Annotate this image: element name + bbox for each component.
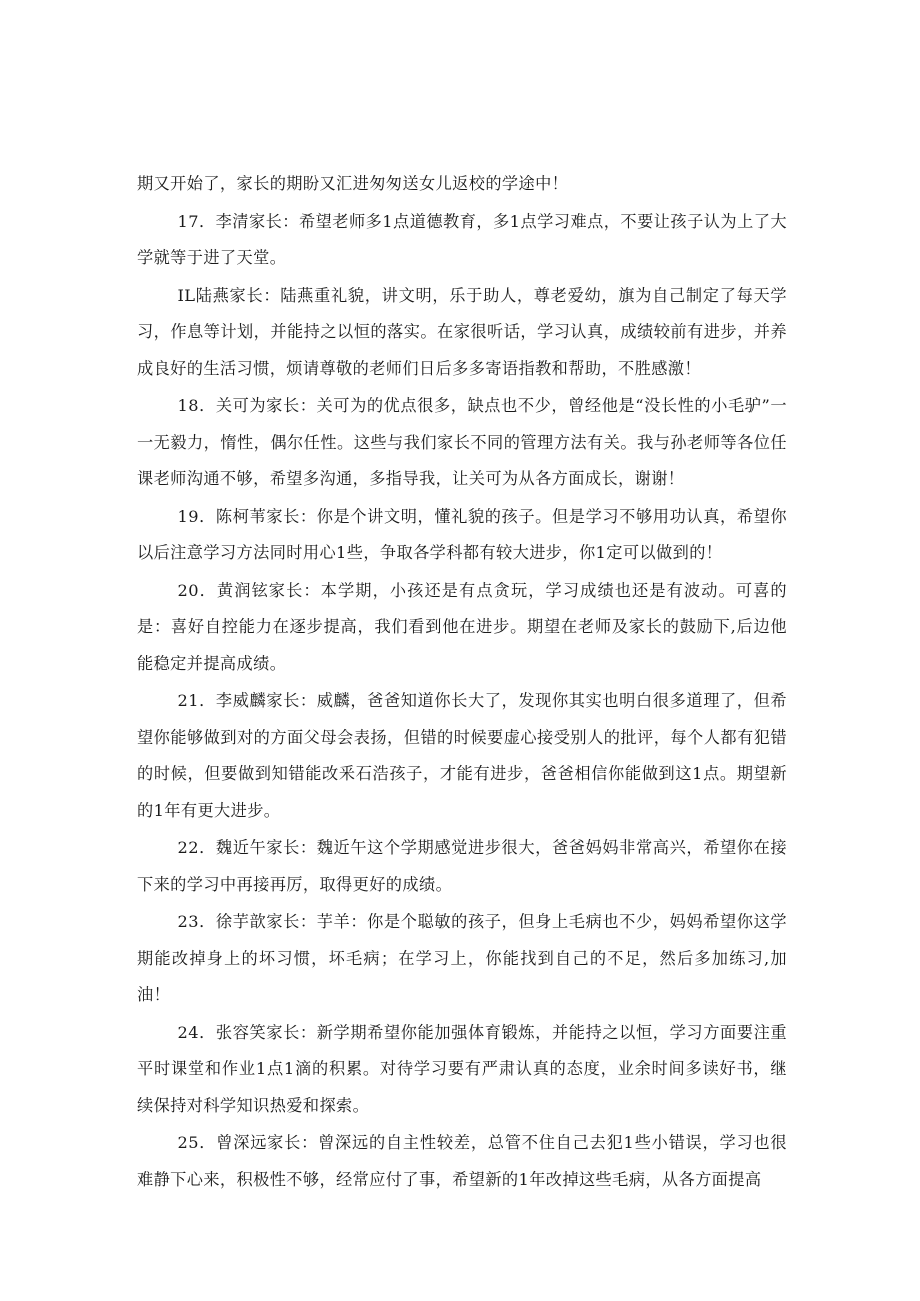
paragraph-item-19: 19．陈柯苇家长：你是个讲文明，懂礼貌的孩子。但是学习不够用功认真，希望你以后注意学习方法同时用心1些，争取各学科都有较大进步，你1定可以做到的！ bbox=[137, 506, 787, 562]
paragraph-item-18: 18．关可为家长：关可为的优点很多，缺点也不少，曾经他是“没长性的小毛驴”一一无毅力，惰性，偶尔任性。这些与我们家长不同的管理方法有关。我与孙老师等各位任课老师沟通不够，希望多沟通，多指导我，让关可为从各方面成长，谢谢！ bbox=[137, 396, 787, 488]
paragraph-item-17: 17．李清家长：希望老师多1点道德教育，多1点学习难点，不要让孩子认为上了大学就等于进了天堂。 bbox=[137, 211, 787, 267]
paragraph-continuation: 期又开始了，家长的期盼又汇进匆匆送女儿返校的学途中！ bbox=[137, 174, 569, 193]
paragraph-item-23: 23．徐芋歆家长：芋羊：你是个聪敏的孩子，但身上毛病也不少，妈妈希望你这学期能改掉身上的坏习惯，坏毛病；在学习上，你能找到自己的不足，然后多加练习,加油！ bbox=[137, 912, 787, 1004]
paragraph-item-22: 22．魏近午家长：魏近午这个学期感觉进步很大，爸爸妈妈非常高兴，希望你在接下来的学习中再接再厉，取得更好的成绩。 bbox=[137, 838, 787, 894]
paragraph-item-24: 24．张容笑家长：新学期希望你能加强体育锻炼，并能持之以恒，学习方面要注重平时课堂和作业1点1滴的积累。对待学习要有严肃认真的态度，业余时间多读好书，继续保持对科学知识热爱和探索。 bbox=[137, 1022, 787, 1115]
paragraph-item-20: 20．黄润铉家长：本学期，小孩还是有点贪玩，学习成绩也还是有波动。可喜的是：喜好自控能力在逐步提高，我们看到他在进步。期望在老师及家长的鼓励下,后边他能稳定并提高成绩。 bbox=[137, 580, 787, 673]
document-body bbox=[137, 166, 787, 1198]
paragraph-item-25: 25．曾深远家长：曾深远的自主性较差，总管不住自己去犯1些小错误，学习也很难静下心来，积极性不够，经常应付了事，希望新的1年改掉这些毛病，从各方面提高 bbox=[137, 1133, 787, 1189]
paragraph-item-21: 21．李威麟家长：威麟，爸爸知道你长大了，发现你其实也明白很多道理了，但希望你能够做到对的方面父母会表扬，但错的时候要虚心接受别人的批评，每个人都有犯错的时候，但要做到知错能改釆石浩孩子，才能有进步，爸爸相信你能做到这1点。期望新的1年有更大进步。 bbox=[137, 691, 787, 820]
paragraph-item-luyan: IL陆燕家长：陆燕重礼貌，讲文明，乐于助人，尊老爱幼，旗为自己制定了每天学习，作息等计划，并能持之以恒的落实。在家很听话，学习认真，成绩较前有进步，并养成良好的生活习惯，烦请尊敬的老师们日后多多寄语指教和帮助，不胜感激！ bbox=[137, 285, 787, 378]
